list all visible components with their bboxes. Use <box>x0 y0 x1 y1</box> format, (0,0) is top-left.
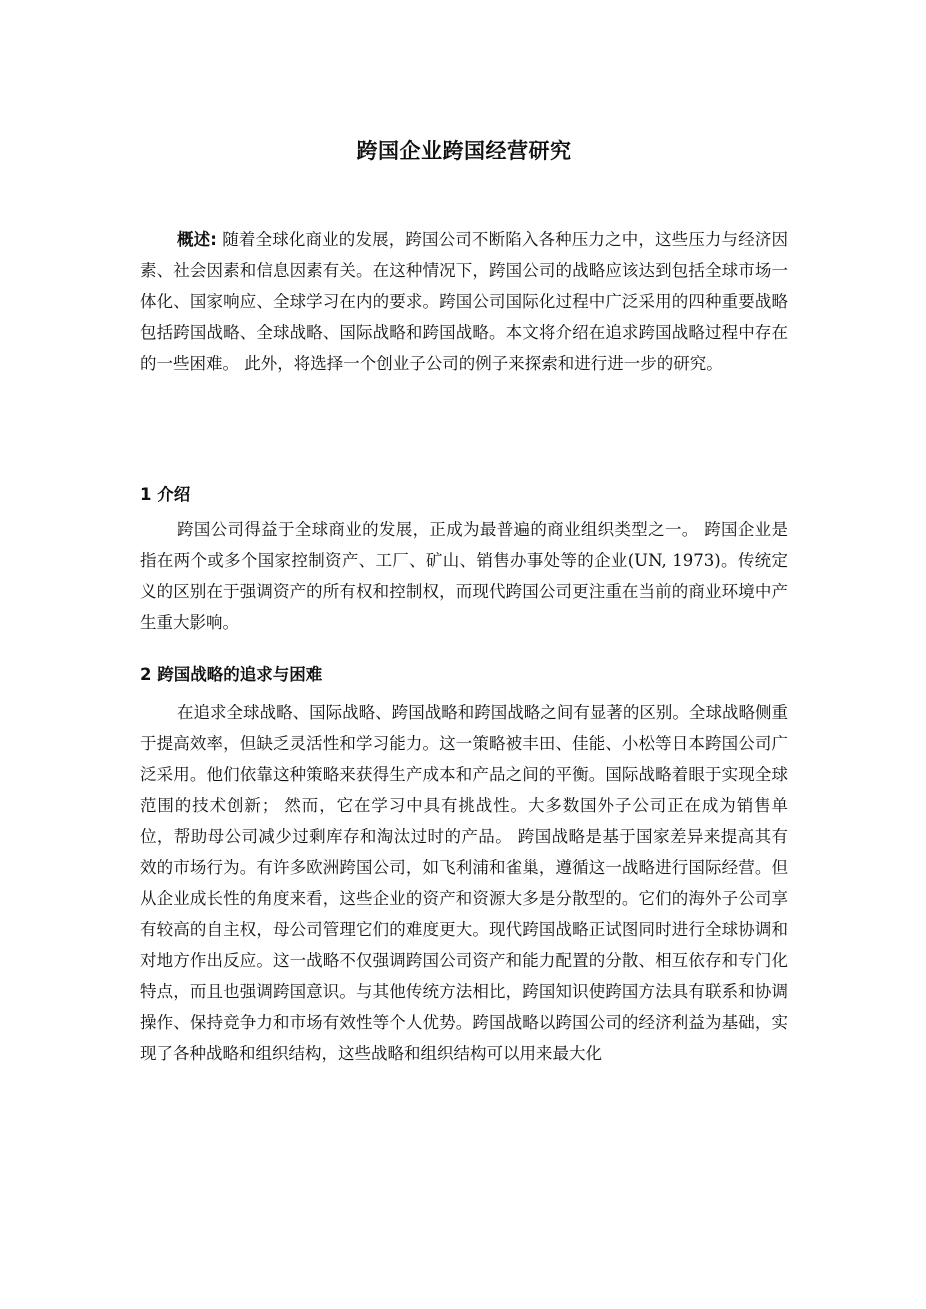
section-body-introduction: 跨国公司得益于全球商业的发展，正成为最普遍的商业组织类型之一。 跨国企业是指在两个或多个国家控制资产、工厂、矿山、销售办事处等的企业(UN, 1973)。传统定义的区别在于强调资产的所有权和控制权，而现代跨国公司更注重在当前的商业环境中产生重大影响。 <box>140 520 788 632</box>
abstract-text: 随着全球化商业的发展，跨国公司不断陷入各种压力之中，这些压力与经济因素、社会因素和信息因素有关。在这种情况下，跨国公司的战略应该达到包括全球市场一体化、国家响应、全球学习在内的要求。跨国公司国际化过程中广泛采用的四种重要战略包括跨国战略、全球战略、国际战略和跨国战略。本文将介绍在追求跨国战略过程中存在的一些困难。 此外，将选择一个创业子公司的例子来探索和进行进一步的研究。 <box>140 230 788 373</box>
abstract-paragraph <box>140 224 788 379</box>
section-heading-strategy: 2 跨国战略的追求与困难 <box>140 665 323 684</box>
section-body-strategy: 在追求全球战略、国际战略、跨国战略和跨国战略之间有显著的区别。全球战略侧重于提高效率，但缺乏灵活性和学习能力。这一策略被丰田、佳能、小松等日本跨国公司广泛采用。他们依靠这种策略来获得生产成本和产品之间的平衡。国际战略着眼于实现全球范围的技术创新； 然而，它在学习中具有挑战性。大多数国外子公司正在成为销售单位，帮助母公司减少过剩库存和淘汰过时的产品。 跨国战略是基于国家差异来提高其有效的市场行为。有许多欧洲跨国公司，如飞利浦和雀巢，遵循这一战略进行国际经营。但从企业成长性的角度来看，这些企业的资产和资源大多是分散型的。它们的海外子公司享有较高的自主权，母公司管理它们的难度更大。现代跨国战略正试图同时进行全球协调和对地方作出反应。这一战略不仅强调跨国公司资产和能力配置的分散、相互依存和专门化特点，而且也强调跨国意识。与其他传统方法相比，跨国知识使跨国方法具有联系和协调操作、保持竞争力和市场有效性等个人优势。跨国战略以跨国公司的经济利益为基础，实现了各种战略和组织结构，这些战略和组织结构可以用来最大化 <box>140 703 788 1063</box>
abstract-label: 概述: <box>177 230 217 249</box>
document-title: 跨国企业跨国经营研究 <box>356 139 572 163</box>
section-heading-introduction: 1 介绍 <box>140 485 191 504</box>
